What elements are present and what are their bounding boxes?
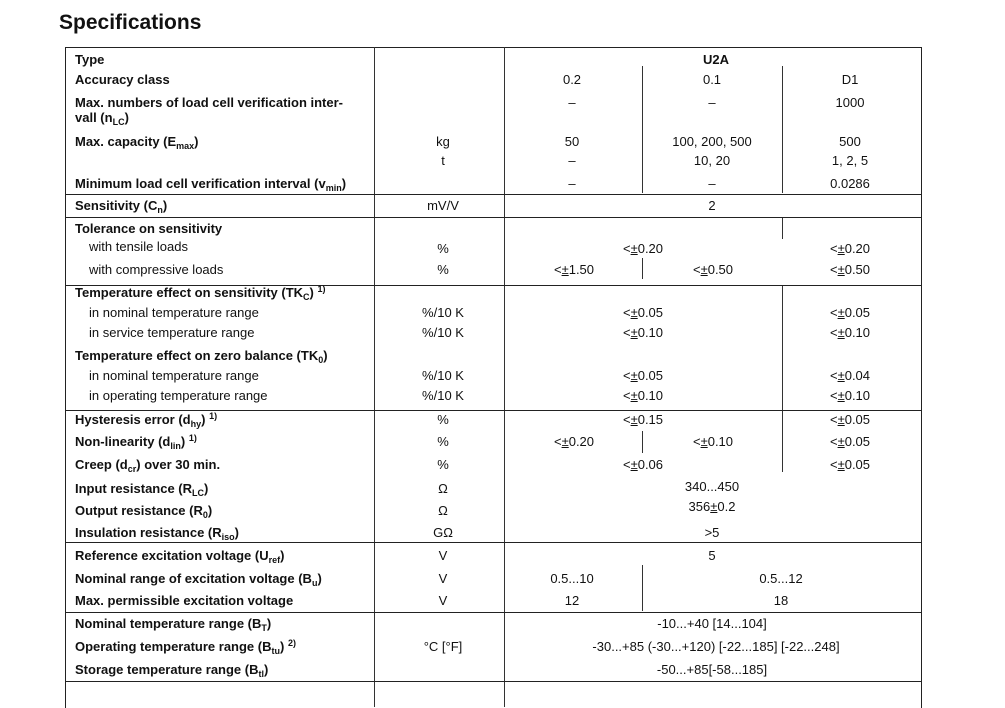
nonlinearity-c1: <±0.20 xyxy=(553,434,595,449)
nominal-temperature-value: -10...+40 [14...104] xyxy=(657,616,767,631)
row-label-max-excitation: Max. permissible excitation voltage xyxy=(75,593,294,608)
row-label-tk0: Temperature effect on zero balance $(TK_0)$ xyxy=(75,348,328,365)
operating-temperature-value: -30...+85 (-30...+120) [-22...185] [-22...248] xyxy=(592,639,840,654)
tk0-operating-label: in operating temperature range xyxy=(89,388,268,403)
row-divider xyxy=(65,410,922,411)
excitation-range-c23: 0.5...12 xyxy=(759,571,803,586)
emax-c1-t: – xyxy=(568,153,576,168)
row-label-tolerance: Tolerance on sensitivity xyxy=(75,221,223,236)
creep-unit: % xyxy=(437,457,449,472)
row-label-insulation-resistance: Insulation resistance $(R_{iso})$ xyxy=(75,525,240,542)
excitation-range-unit: V xyxy=(438,571,448,586)
nonlinearity-d1: <±0.05 xyxy=(829,434,871,449)
accuracy-c1: 0.2 xyxy=(562,72,582,87)
reference-voltage-value: 5 xyxy=(708,548,716,563)
hysteresis-d1: <±0.05 xyxy=(829,412,871,427)
nlc-c2: – xyxy=(708,95,716,110)
row-label-emax: Max. capacity $(E_{max})$ xyxy=(75,134,199,151)
tk0-nominal-unit: %/10 K xyxy=(422,368,464,383)
tk0-operating-unit: %/10 K xyxy=(422,388,464,403)
nlc-c1: – xyxy=(568,95,576,110)
emax-c3-t: 1, 2, 5 xyxy=(831,153,869,168)
row-label-operating-temperature: Operating temperature range $(B_{tu})$ $^{2)}$ xyxy=(75,638,296,656)
creep-u2a: <±0.06 xyxy=(622,457,664,472)
vmin-c3: 0.0286 xyxy=(830,176,870,191)
tkc-nominal-d1: <±0.05 xyxy=(829,305,871,320)
max-excitation-c23: 18 xyxy=(773,593,789,608)
specifications-table xyxy=(65,47,922,707)
insulation-resistance-unit: GΩ xyxy=(433,525,453,540)
tolerance-compressive-label: with compressive loads xyxy=(89,262,224,277)
tkc-service-label: in service temperature range xyxy=(89,325,255,340)
output-resistance-value: 356±0.2 xyxy=(688,499,736,514)
emax-c1-kg: 50 xyxy=(564,134,580,149)
column-divider-comp xyxy=(642,258,643,279)
accuracy-c2: 0.1 xyxy=(702,72,722,87)
row-label-input-resistance: Input resistance $(R_{LC})$ xyxy=(75,481,209,498)
nonlinearity-c2: <±0.10 xyxy=(692,434,734,449)
column-divider-bu xyxy=(642,565,643,611)
input-resistance-unit: Ω xyxy=(438,481,448,496)
max-excitation-c1: 12 xyxy=(564,593,580,608)
row-label-hysteresis: Hysteresis error $(d_{hy})$ $^{1)}$ xyxy=(75,411,218,429)
excitation-range-c1: 0.5...10 xyxy=(550,571,594,586)
storage-temperature-value: -50...+85[-58...185] xyxy=(656,662,768,677)
tkc-service-unit: %/10 K xyxy=(422,325,464,340)
row-divider xyxy=(65,681,922,682)
row-divider xyxy=(65,612,922,613)
tk0-nominal-d1: <±0.04 xyxy=(829,368,871,383)
column-divider-hys xyxy=(782,410,783,472)
row-label-creep: Creep $(d_{cr})$ over 30 min. xyxy=(75,457,221,474)
page-title: Specifications xyxy=(59,11,202,34)
tk0-nominal-label: in nominal temperature range xyxy=(89,368,259,383)
reference-voltage-unit: V xyxy=(438,548,448,563)
accuracy-c3: D1 xyxy=(841,72,859,87)
nlc-c3: 1000 xyxy=(835,95,865,110)
row-label-sensitivity: Sensitivity $(C_n)$ xyxy=(75,198,168,215)
tkc-nominal-unit: %/10 K xyxy=(422,305,464,320)
emax-c2-t: 10, 20 xyxy=(693,153,731,168)
row-label-type: Type xyxy=(75,52,105,67)
tkc-service-u2a: <±0.10 xyxy=(622,325,664,340)
tolerance-compressive-c1: <±1.50 xyxy=(553,262,595,277)
nonlinearity-unit: % xyxy=(437,434,449,449)
row-label-reference-voltage: Reference excitation voltage $(U_{ref})$ xyxy=(75,548,285,565)
tkc-service-d1: <±0.10 xyxy=(829,325,871,340)
tolerance-compressive-d1: <±0.50 xyxy=(829,262,871,277)
tolerance-tensile-u2a: <±0.20 xyxy=(622,241,664,256)
row-label-nonlinearity: Non-linearity $(d_{lin})$ $^{1)}$ xyxy=(75,433,197,451)
input-resistance-value: 340...450 xyxy=(684,479,740,494)
row-label-accuracy: Accuracy class xyxy=(75,72,170,87)
row-divider xyxy=(65,542,922,543)
hysteresis-u2a: <±0.15 xyxy=(622,412,664,427)
row-divider xyxy=(65,194,922,195)
creep-d1: <±0.05 xyxy=(829,457,871,472)
row-label-storage-temperature: Storage temperature range $(B_{tl})$ xyxy=(75,662,269,679)
row-label-tkc: Temperature effect on sensitivity $(TK_C)$ $^{1)}$ xyxy=(75,284,326,302)
row-divider xyxy=(65,217,922,218)
tkc-nominal-u2a: <±0.05 xyxy=(622,305,664,320)
tkc-nominal-label: in nominal temperature range xyxy=(89,305,259,320)
emax-unit-kg: kg xyxy=(436,134,450,149)
row-label-nominal-temperature: Nominal temperature range $(B_T)$ xyxy=(75,616,272,633)
tk0-operating-d1: <±0.10 xyxy=(829,388,871,403)
sensitivity-unit: mV/V xyxy=(427,198,459,213)
tolerance-compressive-unit: % xyxy=(437,262,449,277)
tolerance-tensile-d1: <±0.20 xyxy=(829,241,871,256)
row-label-excitation-range: Nominal range of excitation voltage $(B_u)$ xyxy=(75,571,322,588)
output-resistance-unit: Ω xyxy=(438,503,448,518)
vmin-c1: – xyxy=(568,176,576,191)
row-label-vmin: Minimum load cell verification interval $(v_{min})$ xyxy=(75,176,347,193)
tk0-operating-u2a: <±0.10 xyxy=(622,388,664,403)
tolerance-tensile-label: with tensile loads xyxy=(89,239,188,254)
type-value-u2a: U2A xyxy=(702,52,730,67)
emax-c2-kg: 100, 200, 500 xyxy=(672,134,752,149)
column-divider-tol xyxy=(782,218,783,239)
column-divider-values xyxy=(504,47,505,707)
column-divider-tk xyxy=(782,286,783,411)
max-excitation-unit: V xyxy=(438,593,448,608)
column-divider-c1c2 xyxy=(642,66,643,193)
column-divider-lin xyxy=(642,431,643,453)
emax-unit-t: t xyxy=(441,153,445,168)
row-label-output-resistance: Output resistance $(R_0)$ xyxy=(75,503,213,520)
vmin-c2: – xyxy=(708,176,716,191)
hysteresis-unit: % xyxy=(437,412,449,427)
sensitivity-value: 2 xyxy=(708,198,716,213)
tolerance-tensile-unit: % xyxy=(437,241,449,256)
row-label-nlc-l2: vall $(n_{LC})$ xyxy=(75,110,129,127)
column-divider-c2c3 xyxy=(782,66,783,193)
tolerance-compressive-c2: <±0.50 xyxy=(692,262,734,277)
column-divider-unit xyxy=(374,47,375,707)
insulation-resistance-value: >5 xyxy=(704,525,720,540)
emax-c3-kg: 500 xyxy=(839,134,861,149)
tk0-nominal-u2a: <±0.05 xyxy=(622,368,664,383)
temperature-unit: °C [°F] xyxy=(423,639,463,654)
row-label-nlc-l1: Max. numbers of load cell verification inter- xyxy=(75,95,344,110)
